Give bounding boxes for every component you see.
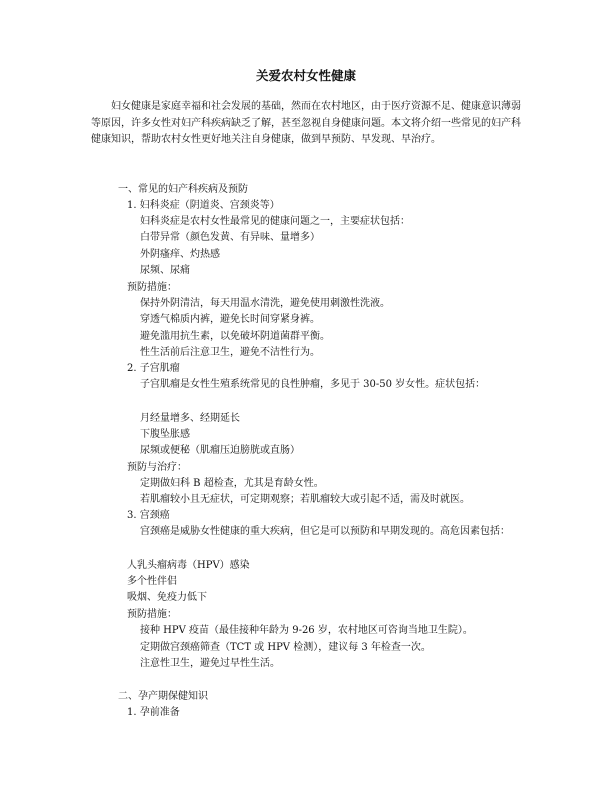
measure-item: 性生活前后注意卫生，避免不洁性行为。 [140,347,320,358]
symptom-item: 尿频、尿痛 [140,265,190,276]
item-heading: 3. 宫颈癌 [127,510,170,521]
item-heading: 1. 妇科炎症（阴道炎、宫颈炎等） [127,200,280,211]
item-description: 宫颈癌是威胁女性健康的重大疾病，但它是可以预防和早期发现的。高危因素包括： [140,526,510,537]
item-heading: 2. 子宫肌瘤 [127,363,180,374]
measure-item: 避免滥用抗生素，以免破坏阴道菌群平衡。 [140,331,330,342]
measure-item: 保持外阴清洁，每天用温水清洗，避免使用刺激性洗液。 [140,298,390,309]
measures-label: 预防措施： [127,609,177,620]
item-heading: 1. 孕前准备 [127,707,180,718]
measure-item: 接种 HPV 疫苗（最佳接种年龄为 9-26 岁，农村地区可咨询当地卫生院）。 [140,625,473,636]
risk-factor-item: 人乳头瘤病毒（HPV）感染 [127,560,250,571]
section-heading: 二、孕产期保健知识 [118,691,208,702]
risk-factor-item: 多个性伴侣 [127,576,177,587]
item-description: 妇科炎症是农村女性最常见的健康问题之一，主要症状包括： [140,216,410,227]
symptom-item: 月经量增多、经期延长 [140,413,240,424]
measure-item: 注意性卫生，避免过早性生活。 [140,658,280,669]
measures-label: 预防措施： [127,282,177,293]
symptom-item: 下腹坠胀感 [140,429,190,440]
measures-label: 预防与治疗： [127,462,187,473]
item-description: 子宫肌瘤是女性生殖系统常见的良性肿瘤，多见于 30-50 岁女性。症状包括： [140,379,486,390]
symptom-item: 尿频或便秘（肌瘤压迫膀胱或直肠） [140,445,300,456]
risk-factor-item: 吸烟、免疫力低下 [127,592,207,603]
document-title: 关爱农村女性健康 [255,68,356,83]
measure-item: 定期做妇科 B 超检查，尤其是育龄女性。 [140,478,324,489]
section-heading: 一、常见的妇产科疾病及预防 [118,184,248,195]
intro-paragraph: 妇女健康是家庭幸福和社会发展的基础，然而在农村地区，由于医疗资源不足、健康意识薄弱等原因，许多女性对妇产科疾病缺乏了解，甚至忽视自身健康问题。本文将介绍一些常见的妇产科健康知识，帮助农村女性更好地关注自身健康，做到早预防、早发现、早治疗。 [91,101,521,145]
symptom-item: 白带异常（颜色发黄、有异味、量增多） [140,232,320,243]
measure-item: 若肌瘤较小且无症状，可定期观察；若肌瘤较大或引起不适，需及时就医。 [140,494,470,505]
symptom-item: 外阴瘙痒、灼热感 [140,249,220,260]
measure-item: 穿透气棉质内裤，避免长时间穿紧身裤。 [140,314,320,325]
measure-item: 定期做宫颈癌筛查（TCT 或 HPV 检测），建议每 3 年检查一次。 [140,642,431,653]
